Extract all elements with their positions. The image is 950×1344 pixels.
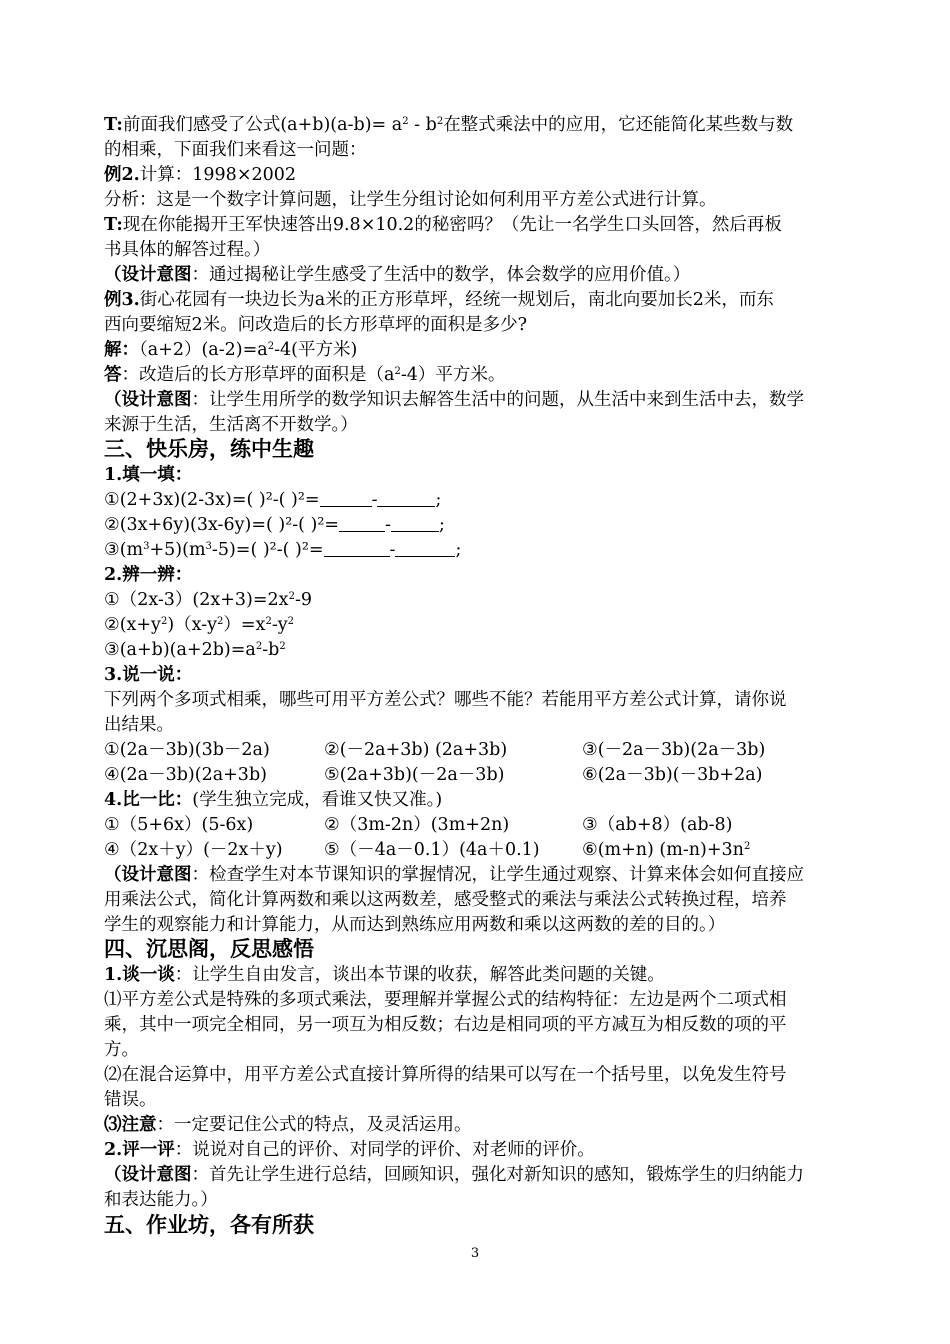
say-label: 3.说一说： — [104, 665, 193, 685]
example-2-teacher: T:现在你能揭开王军快速答出9.8×10.2的秘密吗？（先让一名学生口头回答，然后再板 — [104, 215, 782, 235]
list-item: ⑥(m+n) $(m-n)+3n^2$ — [582, 840, 751, 860]
talk-heading: 1.谈一谈：让学生自由发言，谈出本节课的收获，解答此类问题的关键。 — [104, 965, 665, 985]
intro-line-2: 的相乘，下面我们来看这一问题： — [104, 140, 367, 160]
compare-heading: 4.比一比：(学生独立完成，看谁又快又准。) — [104, 790, 443, 810]
fill-label: 1.填一填： — [104, 465, 193, 485]
point-3: ⑶注意：一定要记住公式的特点，及灵活运用。 — [104, 1115, 472, 1135]
point-1: ⑴平方差公式是特殊的多项式乘法，要理解并掌握公式的结构特征：左边是两个二项式相 — [104, 990, 787, 1010]
example-2-teacher-cont: 书具体的解答过程。） — [104, 240, 271, 260]
list-item: ⑤(2a+3b)(－2a－3b) — [324, 765, 505, 785]
example-3-design-intent-cont: 来源于生活，生活离不开数学。） — [104, 415, 358, 435]
answer-blank[interactable] — [377, 488, 435, 507]
list-item: ③(－2a－3b)(2a－3b) — [582, 740, 766, 760]
say-text-cont: 出结果。 — [104, 715, 174, 735]
section-4-design-intent-cont: 和表达能力。） — [104, 1190, 218, 1210]
say-text: 下列两个多项式相乘，哪些可用平方差公式？哪些不能？若能用平方差公式计算，请你说 — [104, 690, 787, 710]
section-3-title: 三、快乐房，练中生趣 — [104, 437, 314, 461]
section-3-design-intent-cont: 学生的观察能力和计算能力，从而达到熟练应用两数和乘以这两数的差的目的。） — [104, 915, 726, 935]
answer-blank[interactable] — [320, 488, 372, 507]
eval-heading: 2.评一评：说说对自己的评价、对同学的评价、对老师的评价。 — [104, 1140, 595, 1160]
section-5-title: 五、作业坊，各有所获 — [104, 1213, 314, 1237]
point-1-cont: 乘，其中一项完全相同，另一项互为相反数；右边是相同项的平方减互为相反数的项的平 — [104, 1015, 787, 1035]
judge-question-1: $①(2x-3)(2x+3)=2x^2-9$ — [104, 590, 312, 610]
judge-question-3: $③(a+b)(a+2b)=a^2-b^2$ — [104, 640, 286, 660]
fill-question-1: ①(2+3x)(2-3x)=( )²-( )²= - ; — [104, 490, 442, 510]
example-2-analysis: 分析：这是一个数字计算问题，让学生分组讨论如何利用平方差公式进行计算。 — [104, 190, 717, 210]
point-1-cont: 方。 — [104, 1040, 139, 1060]
list-item: ⑤（－4a－0.1）(4a＋0.1) — [324, 840, 540, 860]
list-item: ②(－2a+3b) (2a+3b) — [324, 740, 508, 760]
section-4-title: 四、沉思阁，反思感悟 — [104, 937, 314, 961]
example-3-answer: 答：改造后的长方形草坪的面积是$(a^2-4)$平方米。 — [104, 365, 506, 385]
list-item: ⑥(2a－3b)(－3b+2a) — [582, 765, 763, 785]
list-item: ②（3m-2n）(3m+2n) — [324, 815, 510, 835]
section-3-design-intent-cont: 用乘法公式，简化计算两数和乘以这两数差，感受整式的乘法与乘法公式转换过程，培养 — [104, 890, 787, 910]
answer-blank[interactable] — [324, 538, 390, 557]
fill-question-3: $③(m^3+5)(m^3-5)=$( )²-( )²= - ; — [104, 540, 462, 560]
section-3-design-intent: （设计意图：检查学生对本节课知识的掌握情况，让学生通过观察、计算来体会如何直接应 — [104, 865, 804, 885]
judge-question-2: $②(x+y^2)(x-y^2)=x^2-y^2$ — [104, 615, 294, 635]
example-3: 例3.街心花园有一块边长为a米的正方形草坪，经统一规划后，南北向要加长2米，而东 — [104, 290, 774, 310]
section-4-design-intent: （设计意图：首先让学生进行总结，回顾知识，强化对新知识的感知，锻炼学生的归纳能力 — [104, 1165, 804, 1185]
list-item: ①(2a－3b)(3b－2a) — [104, 740, 270, 760]
intro-line-1: T:前面我们感受了公式$(a+b)(a-b)= a^2 - b^2$在整式乘法中的应用，它还能简化某些数与数 — [104, 115, 794, 135]
judge-label: 2.辨一辨： — [104, 565, 193, 585]
example-2: 例2.计算：1998×2002 — [104, 165, 297, 185]
list-item: ④(2a－3b)(2a+3b) — [104, 765, 267, 785]
example-2-design-intent: （设计意图：通过揭秘让学生感受了生活中的数学，体会数学的应用价值。） — [104, 265, 691, 285]
page-number: 3 — [470, 1246, 480, 1261]
fill-question-2: ②(3x+6y)(3x-6y)=( )²-( )²= - ; — [104, 515, 445, 535]
example-3-cont: 西向要缩短2米。问改造后的长方形草坪的面积是多少? — [104, 315, 528, 335]
answer-blank[interactable] — [395, 538, 455, 557]
list-item: ③（ab+8）(ab-8) — [582, 815, 733, 835]
example-3-solution: 解：$(a+2)(a-2)=a^2-4$(平方米) — [104, 340, 358, 360]
answer-blank[interactable] — [339, 513, 385, 532]
list-item: ①（5+6x）(5-6x) — [104, 815, 254, 835]
example-3-design-intent: （设计意图：让学生用所学的数学知识去解答生活中的问题，从生活中来到生活中去，数学 — [104, 390, 804, 410]
point-2: ⑵在混合运算中，用平方差公式直接计算所得的结果可以写在一个括号里，以免发生符号 — [104, 1065, 787, 1085]
point-2-cont: 错误。 — [104, 1090, 157, 1110]
answer-blank[interactable] — [391, 513, 439, 532]
list-item: ④（2x＋y）(－2x＋y) — [104, 840, 283, 860]
